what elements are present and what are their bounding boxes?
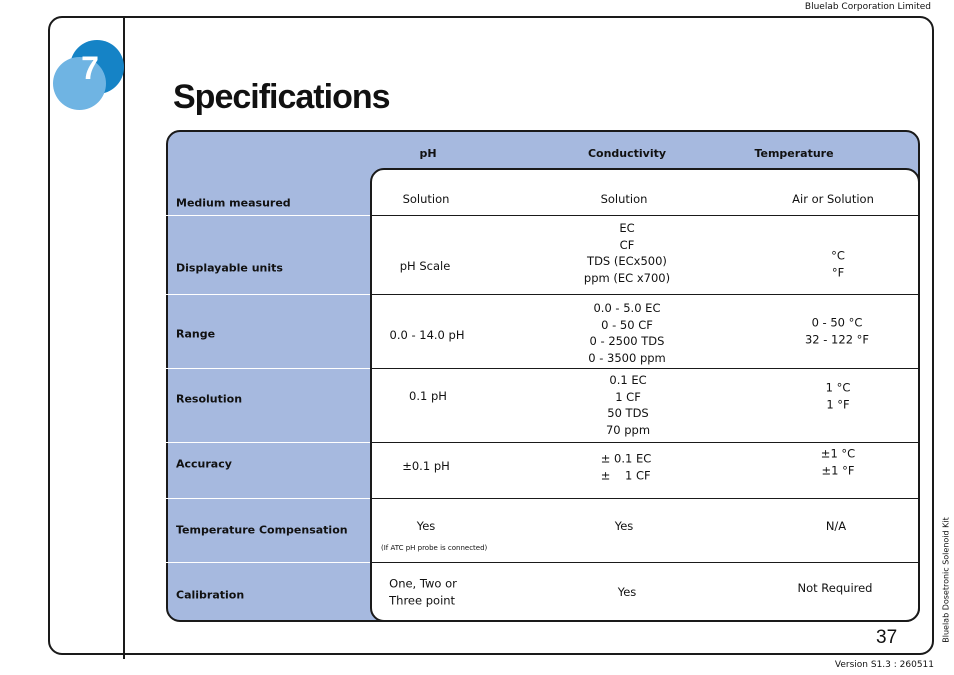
row-label-resolution: Resolution — [176, 392, 243, 406]
side-title: Bluelab Dosetronic Solenoid Kit — [941, 517, 951, 643]
cell-calibration-ph: One, Two or Three point — [389, 576, 457, 607]
cell-calibration-temperature: Not Required — [797, 580, 873, 595]
row-label-temp-compensation: Temperature Compensation — [176, 523, 348, 537]
company-name: Bluelab Corporation Limited — [804, 2, 931, 12]
cell-accuracy-ph: ±0.1 pH — [402, 458, 450, 473]
cell-resolution-ph: 0.1 pH — [409, 388, 447, 403]
row-label-accuracy: Accuracy — [176, 457, 232, 471]
cell-compensation-temperature: N/A — [825, 518, 847, 533]
cell-calibration-conductivity: Yes — [617, 584, 637, 599]
column-header-conductivity: Conductivity — [587, 147, 667, 160]
row-label-range: Range — [176, 327, 216, 341]
cell-compensation-conductivity: Yes — [614, 518, 634, 533]
version-label: Version S1.3 : 260511 — [834, 660, 934, 670]
cell-compensation-ph: Yes — [416, 518, 436, 533]
cell-medium-conductivity: Solution — [600, 191, 648, 206]
cell-accuracy-temperature: ±1 °C ±1 °F — [820, 446, 856, 477]
cell-units-temperature: °C °F — [831, 248, 845, 279]
row-label-calibration: Calibration — [176, 588, 245, 602]
column-header-temperature: Temperature — [754, 147, 834, 160]
margin-line — [123, 16, 125, 659]
cell-resolution-conductivity: 0.1 EC 1 CF 50 TDS 70 ppm — [605, 373, 651, 437]
cell-medium-ph: Solution — [402, 191, 450, 206]
cell-compensation-ph-note: (If ATC pH probe is connected) — [381, 544, 488, 552]
cell-units-conductivity: EC CF TDS (ECx500) ppm (EC x700) — [583, 221, 671, 285]
row-label-units: Displayable units — [176, 261, 283, 275]
cell-accuracy-conductivity: ± 0.1 EC ± 1 CF — [600, 451, 652, 482]
page-title: Specifications — [173, 78, 390, 116]
cell-resolution-temperature: 1 °C 1 °F — [825, 380, 851, 411]
cell-range-conductivity: 0.0 - 5.0 EC 0 - 50 CF 0 - 2500 TDS 0 - 3500 ppm — [588, 301, 666, 365]
cell-medium-temperature: Air or Solution — [792, 191, 874, 206]
cell-range-ph: 0.0 - 14.0 pH — [389, 327, 465, 342]
column-header-ph: pH — [419, 147, 437, 160]
page-number: 37 — [876, 627, 898, 648]
row-label-medium: Medium measured — [176, 196, 291, 210]
cell-units-ph: pH Scale — [399, 258, 451, 273]
chapter-number: 7 — [81, 50, 99, 86]
cell-range-temperature: 0 - 50 °C 32 - 122 °F — [804, 315, 870, 346]
